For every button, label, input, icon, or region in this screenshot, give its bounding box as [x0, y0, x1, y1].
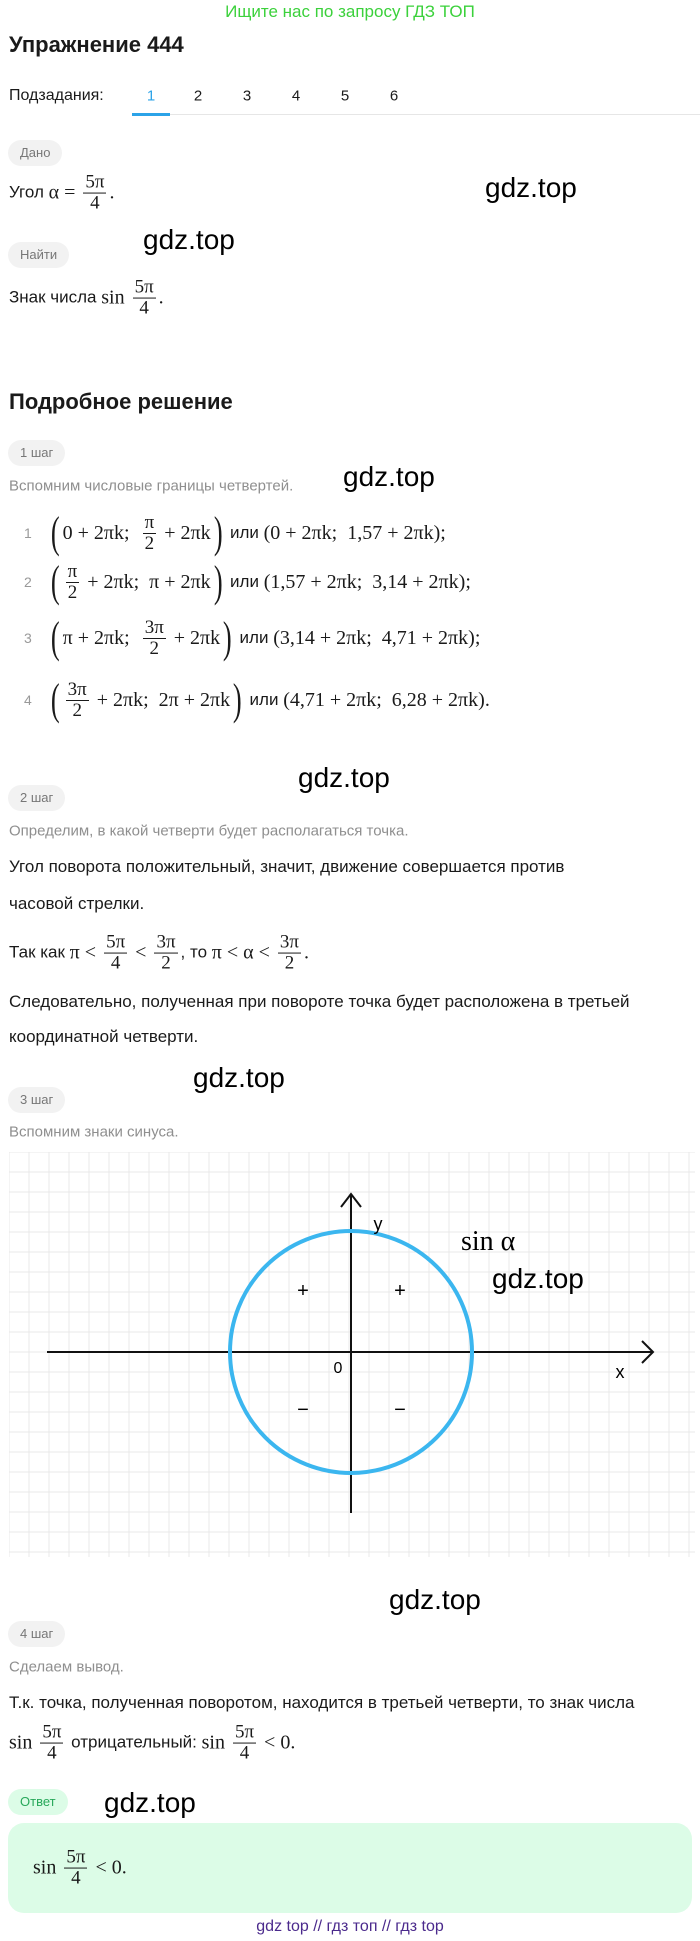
unit-circle-graph: [9, 1152, 695, 1557]
denominator: 4: [71, 1867, 81, 1889]
step-3-badge: 3 шаг: [8, 1087, 65, 1113]
text-run: или: [225, 572, 264, 591]
math-expr: + 2πk: [168, 626, 221, 649]
fraction: [278, 933, 301, 974]
watermark: gdz.top: [389, 1584, 481, 1615]
big-paren: (: [50, 613, 60, 662]
numerator: 5π: [66, 1846, 86, 1868]
quarter-2-range: [48, 557, 471, 606]
math-expr: 0 + 2πk;: [62, 521, 140, 544]
math-expr: (1,57 + 2πk; 3,14 + 2πk);: [263, 570, 471, 593]
text-run: отрицательный:: [66, 1733, 202, 1752]
find-line: [9, 278, 164, 319]
given-line: [9, 173, 114, 214]
numerator: π: [144, 511, 155, 533]
quarter-1-range: [48, 508, 446, 557]
step-4-conclusion: [9, 1723, 295, 1764]
solution-heading: Подробное решение: [9, 389, 233, 414]
big-paren: ): [213, 557, 223, 606]
list-number: 3: [24, 630, 32, 646]
step-4-text: Т.к. точка, полученная поворотом, находится в третьей четверти, то знак числа: [9, 1693, 635, 1712]
step-2-badge: 2 шаг: [8, 785, 65, 811]
step-2-text: координатной четверти.: [9, 1027, 199, 1046]
math-expr: + 2πk; 2π + 2πk: [91, 688, 231, 711]
quarter-4-range: [48, 675, 490, 724]
search-banner: Ищите нас по запросу ГДЗ ТОП: [225, 2, 475, 21]
denominator: 2: [72, 699, 82, 721]
x-axis-label: x: [615, 1362, 625, 1382]
math-expr: + 2πk: [159, 521, 211, 544]
numerator: 3π: [156, 931, 176, 953]
given-badge: Дано: [8, 140, 62, 166]
big-paren: ): [223, 613, 232, 662]
answer-badge: Ответ: [8, 1789, 68, 1815]
math-expr: sin: [201, 1731, 230, 1754]
fraction: [64, 1848, 87, 1889]
plus-sign-q2: +: [297, 1280, 309, 1302]
math-expr: sin: [101, 286, 130, 309]
denominator: 2: [161, 952, 171, 974]
math-expr: <: [130, 941, 152, 964]
math-expr: π < α <: [211, 941, 275, 964]
math-expr: .: [109, 181, 115, 204]
step-2-text: Следовательно, полученная при повороте точка будет расположена в третьей: [9, 992, 630, 1011]
subtasks-label: Подзадания:: [9, 87, 104, 104]
tab-subtask-4[interactable]: 4: [291, 87, 301, 105]
fraction: [83, 173, 106, 214]
step-4-hint: Сделаем вывод.: [9, 1658, 124, 1676]
fraction: [104, 933, 127, 974]
denominator: 4: [110, 952, 121, 974]
step-2-text: часовой стрелки.: [9, 894, 145, 913]
math-expr: α =: [48, 181, 81, 204]
numerator: 5π: [85, 171, 105, 193]
fraction: [133, 278, 156, 319]
numerator: 3π: [144, 616, 164, 638]
fraction: [40, 1723, 63, 1764]
math-expr: π <: [69, 941, 102, 964]
tab-subtask-2[interactable]: 2: [193, 87, 203, 105]
find-badge: Найти: [8, 242, 69, 268]
text-run: или: [234, 628, 274, 647]
step-1-badge: 1 шаг: [8, 440, 65, 466]
numerator: 5π: [234, 1721, 255, 1743]
active-tab-indicator: [132, 113, 170, 116]
math-expr: .: [158, 286, 164, 309]
math-expr: .: [304, 941, 309, 964]
denominator: 4: [239, 1742, 250, 1764]
math-expr: < 0.: [259, 1731, 296, 1754]
fraction: [143, 513, 157, 554]
watermark: gdz.top: [298, 762, 390, 793]
text-run: Угол: [9, 183, 49, 202]
page-title: Упражнение 444: [9, 32, 184, 57]
big-paren: (: [50, 557, 60, 606]
watermark: gdz.top: [143, 224, 235, 255]
numerator: 5π: [134, 276, 154, 298]
math-expr: (0 + 2πk; 1,57 + 2πk);: [263, 521, 446, 544]
big-paren: ): [233, 675, 242, 724]
watermark: gdz.top: [104, 1787, 196, 1818]
plus-sign-q1: +: [394, 1280, 406, 1302]
tab-subtask-1[interactable]: 1: [146, 87, 156, 105]
watermark: gdz.top: [193, 1062, 285, 1093]
watermark: gdz.top: [343, 461, 435, 492]
text-run: Знак числа: [9, 288, 102, 307]
math-expr: sin: [9, 1731, 38, 1754]
tab-subtask-6[interactable]: 6: [389, 87, 399, 105]
numerator: π: [67, 560, 78, 582]
denominator: 4: [139, 297, 149, 319]
tabs-divider: [132, 114, 700, 115]
denominator: 2: [67, 581, 78, 603]
math-expr: < 0.: [90, 1856, 127, 1879]
numerator: 3π: [279, 931, 299, 953]
minus-sign-q4: −: [394, 1399, 406, 1421]
numerator: 5π: [42, 1721, 62, 1743]
origin-label: 0: [333, 1360, 343, 1377]
quarter-3-range: [48, 613, 481, 662]
numerator: 3π: [67, 678, 87, 700]
denominator: 2: [144, 532, 155, 554]
big-paren: (: [50, 508, 60, 557]
minus-sign-q3: −: [297, 1399, 309, 1421]
watermark: gdz.top: [492, 1263, 584, 1294]
numerator: 5π: [106, 931, 126, 953]
sin-alpha-label: sin α: [461, 1226, 516, 1257]
watermark: gdz.top: [485, 172, 577, 203]
step-2-text: Угол поворота положительный, значит, движение совершается против: [9, 857, 565, 876]
fraction: [66, 680, 89, 721]
text-run: Так как: [9, 943, 70, 962]
math-expr: π + 2πk;: [62, 626, 140, 649]
fraction: [66, 562, 80, 603]
denominator: 4: [47, 1742, 57, 1764]
big-paren: ): [213, 508, 223, 557]
math-expr: (3,14 + 2πk; 4,71 + 2πk);: [273, 626, 481, 649]
math-expr: (4,71 + 2πk; 6,28 + 2πk).: [283, 688, 490, 711]
fraction: [233, 1723, 256, 1764]
list-number: 1: [24, 525, 32, 541]
step-2-hint: Определим, в какой четверти будет располагаться точка.: [9, 822, 409, 840]
step-2-inequality: [9, 933, 309, 974]
text-run: , то: [180, 943, 212, 962]
denominator: 4: [90, 192, 100, 214]
math-expr: + 2πk; π + 2πk: [82, 570, 211, 593]
text-run: или: [244, 690, 284, 709]
y-axis-label: y: [373, 1214, 383, 1234]
fraction: [143, 618, 166, 659]
math-expr: sin: [33, 1856, 62, 1879]
answer-line: [33, 1848, 127, 1889]
big-paren: (: [50, 675, 60, 724]
tab-subtask-5[interactable]: 5: [340, 87, 350, 105]
list-number: 4: [24, 692, 32, 708]
tab-subtask-3[interactable]: 3: [242, 87, 252, 105]
text-run: или: [225, 523, 264, 542]
step-1-hint: Вспомним числовые границы четвертей.: [9, 477, 294, 495]
footer-links[interactable]: gdz top // гдз топ // гдз top: [256, 1918, 444, 1935]
step-4-badge: 4 шаг: [8, 1621, 65, 1647]
denominator: 2: [284, 952, 295, 974]
step-3-hint: Вспомним знаки синуса.: [9, 1123, 179, 1141]
fraction: [154, 933, 177, 974]
list-number: 2: [24, 574, 32, 590]
denominator: 2: [149, 637, 159, 659]
